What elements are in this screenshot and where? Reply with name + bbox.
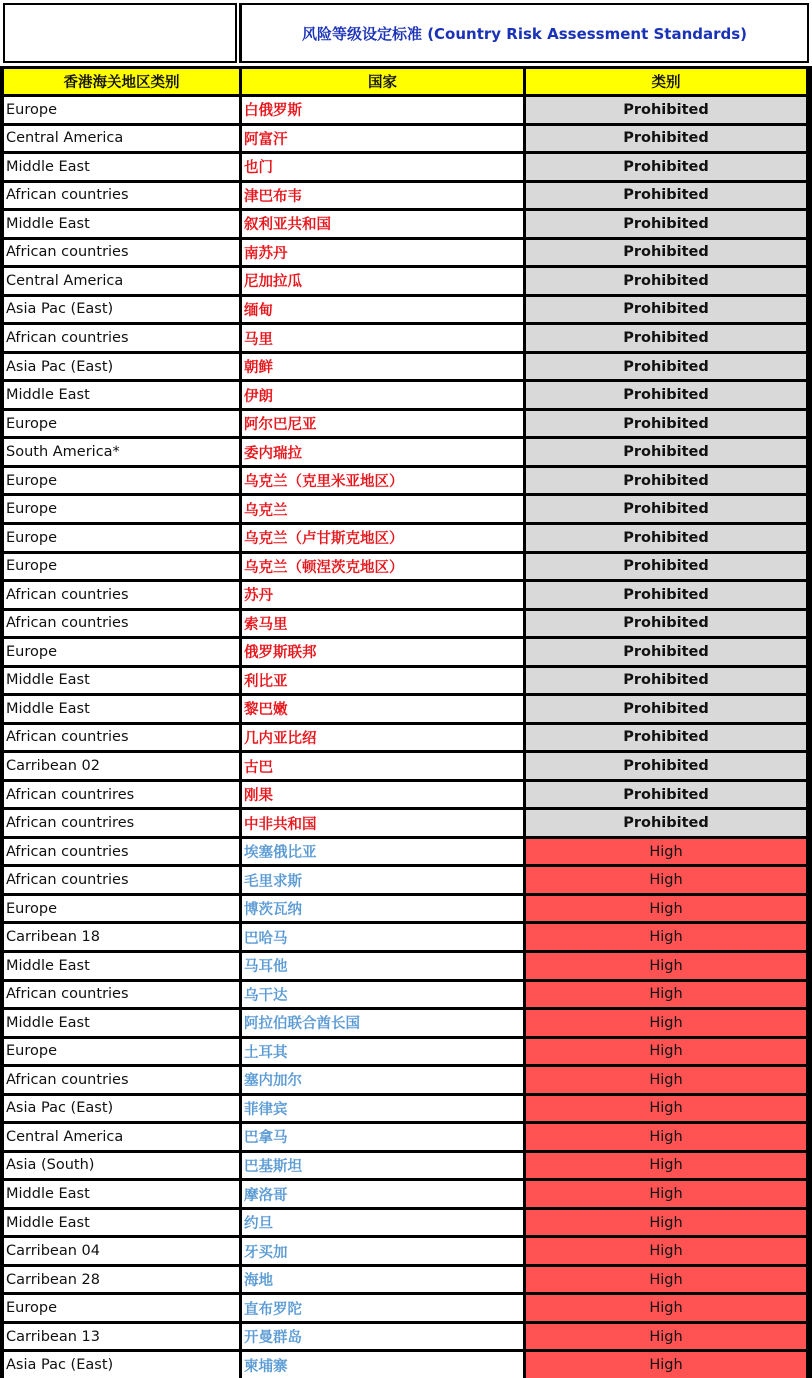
region-cell: Europe <box>4 525 239 551</box>
region-cell: African countrires <box>4 782 239 808</box>
country-cell: 乌克兰（卢甘斯克地区） <box>242 525 523 551</box>
country-cell: 巴哈马 <box>242 924 523 950</box>
table-row <box>0 1207 812 1236</box>
country-cell: 菲律宾 <box>242 1096 523 1122</box>
country-cell: 刚果 <box>242 782 523 808</box>
region-cell: Middle East <box>4 382 239 408</box>
category-cell: High <box>526 953 806 979</box>
header-region: 香港海关地区类别 <box>4 69 239 94</box>
category-cell: High <box>526 1010 806 1036</box>
country-cell: 几内亚比绍 <box>242 725 523 751</box>
category-cell: High <box>526 1352 806 1378</box>
country-cell: 委内瑞拉 <box>242 439 523 465</box>
country-cell: 伊朗 <box>242 382 523 408</box>
table-row <box>0 551 812 580</box>
category-cell: Prohibited <box>526 496 806 522</box>
category-cell: High <box>526 896 806 922</box>
category-cell: Prohibited <box>526 97 806 123</box>
country-cell: 叙利亚共和国 <box>242 211 523 237</box>
region-cell: Europe <box>4 97 239 123</box>
country-cell: 巴基斯坦 <box>242 1153 523 1179</box>
region-cell: Asia (South) <box>4 1153 239 1179</box>
table-row <box>0 465 812 494</box>
category-cell: Prohibited <box>526 297 806 323</box>
region-cell: African countries <box>4 183 239 209</box>
country-cell: 中非共和国 <box>242 810 523 836</box>
region-cell: African countries <box>4 611 239 637</box>
category-cell: Prohibited <box>526 268 806 294</box>
category-cell: Prohibited <box>526 325 806 351</box>
category-cell: High <box>526 1210 806 1236</box>
region-cell: Europe <box>4 1295 239 1321</box>
region-cell: Central America <box>4 1124 239 1150</box>
region-cell: African countries <box>4 982 239 1008</box>
category-cell: Prohibited <box>526 439 806 465</box>
table-row <box>0 665 812 694</box>
table-row <box>0 1150 812 1179</box>
region-cell: African countries <box>4 839 239 865</box>
region-cell: Middle East <box>4 953 239 979</box>
category-cell: Prohibited <box>526 154 806 180</box>
region-cell: South America* <box>4 439 239 465</box>
country-cell: 马耳他 <box>242 953 523 979</box>
category-cell: High <box>526 1039 806 1065</box>
category-cell: High <box>526 1096 806 1122</box>
region-cell: Carribean 02 <box>4 753 239 779</box>
table-row <box>0 322 812 351</box>
table-row <box>0 408 812 437</box>
region-cell: Carribean 28 <box>4 1267 239 1293</box>
country-cell: 阿富汗 <box>242 126 523 152</box>
region-cell: Middle East <box>4 696 239 722</box>
table-row <box>0 1235 812 1264</box>
country-cell: 乌克兰（顿涅茨克地区） <box>242 554 523 580</box>
title-row <box>0 0 812 66</box>
region-cell: African countrires <box>4 810 239 836</box>
table-row <box>0 1178 812 1207</box>
country-cell: 牙买加 <box>242 1238 523 1264</box>
country-cell: 埃塞俄比亚 <box>242 839 523 865</box>
region-cell: African countries <box>4 867 239 893</box>
region-cell: Central America <box>4 126 239 152</box>
category-cell: Prohibited <box>526 354 806 380</box>
region-cell: Middle East <box>4 211 239 237</box>
category-cell: Prohibited <box>526 240 806 266</box>
country-cell: 土耳其 <box>242 1039 523 1065</box>
category-cell: Prohibited <box>526 782 806 808</box>
category-cell: High <box>526 982 806 1008</box>
category-cell: Prohibited <box>526 525 806 551</box>
country-cell: 苏丹 <box>242 582 523 608</box>
region-cell: Middle East <box>4 1010 239 1036</box>
table-row <box>0 779 812 808</box>
category-cell: Prohibited <box>526 639 806 665</box>
region-cell: Carribean 18 <box>4 924 239 950</box>
table-row <box>0 807 812 836</box>
region-cell: Middle East <box>4 668 239 694</box>
category-cell: High <box>526 1181 806 1207</box>
region-cell: Europe <box>4 896 239 922</box>
country-cell: 阿拉伯联合酋长国 <box>242 1010 523 1036</box>
country-cell: 毛里求斯 <box>242 867 523 893</box>
table-row <box>0 979 812 1008</box>
category-cell: Prohibited <box>526 183 806 209</box>
header-row <box>0 66 812 94</box>
region-cell: Asia Pac (East) <box>4 297 239 323</box>
table-row <box>0 379 812 408</box>
country-cell: 巴拿马 <box>242 1124 523 1150</box>
table-row <box>0 208 812 237</box>
table-row <box>0 750 812 779</box>
country-cell: 古巴 <box>242 753 523 779</box>
table-row <box>0 436 812 465</box>
category-cell: Prohibited <box>526 468 806 494</box>
header-country: 国家 <box>242 69 523 94</box>
table-row <box>0 294 812 323</box>
table-row <box>0 94 812 123</box>
region-cell: Asia Pac (East) <box>4 1352 239 1378</box>
category-cell: High <box>526 1267 806 1293</box>
region-cell: Middle East <box>4 1181 239 1207</box>
region-cell: Europe <box>4 468 239 494</box>
category-cell: Prohibited <box>526 725 806 751</box>
title-left-blank-cell <box>3 3 237 63</box>
table-row <box>0 1349 812 1378</box>
table-row <box>0 522 812 551</box>
table-row <box>0 1007 812 1036</box>
region-cell: African countries <box>4 582 239 608</box>
risk-table <box>0 66 812 1378</box>
table-row <box>0 921 812 950</box>
country-cell: 南苏丹 <box>242 240 523 266</box>
country-cell: 海地 <box>242 1267 523 1293</box>
table-row <box>0 893 812 922</box>
country-cell: 津巴布韦 <box>242 183 523 209</box>
category-cell: High <box>526 867 806 893</box>
category-cell: High <box>526 924 806 950</box>
table-row <box>0 1121 812 1150</box>
table-row <box>0 1093 812 1122</box>
region-cell: African countries <box>4 325 239 351</box>
country-cell: 博茨瓦纳 <box>242 896 523 922</box>
header-category: 类别 <box>526 69 806 94</box>
table-row <box>0 950 812 979</box>
country-cell: 俄罗斯联邦 <box>242 639 523 665</box>
country-cell: 摩洛哥 <box>242 1181 523 1207</box>
table-row <box>0 1321 812 1350</box>
region-cell: Central America <box>4 268 239 294</box>
category-cell: Prohibited <box>526 411 806 437</box>
category-cell: High <box>526 1153 806 1179</box>
region-cell: Middle East <box>4 154 239 180</box>
country-cell: 马里 <box>242 325 523 351</box>
region-cell: Carribean 04 <box>4 1238 239 1264</box>
table-title: 风险等级设定标准 (Country Risk Assessment Standards) <box>239 3 809 63</box>
country-cell: 乌克兰（克里米亚地区） <box>242 468 523 494</box>
table-row <box>0 351 812 380</box>
region-cell: Europe <box>4 496 239 522</box>
table-row <box>0 608 812 637</box>
table-row <box>0 123 812 152</box>
table-row <box>0 1292 812 1321</box>
country-cell: 尼加拉瓜 <box>242 268 523 294</box>
country-cell: 柬埔寨 <box>242 1352 523 1378</box>
category-cell: Prohibited <box>526 696 806 722</box>
category-cell: Prohibited <box>526 753 806 779</box>
country-cell: 白俄罗斯 <box>242 97 523 123</box>
category-cell: Prohibited <box>526 668 806 694</box>
table-row <box>0 180 812 209</box>
table-row <box>0 636 812 665</box>
region-cell: Carribean 13 <box>4 1324 239 1350</box>
region-cell: Europe <box>4 639 239 665</box>
country-cell: 约旦 <box>242 1210 523 1236</box>
table-row <box>0 1264 812 1293</box>
country-cell: 也门 <box>242 154 523 180</box>
category-cell: High <box>526 1324 806 1350</box>
country-cell: 直布罗陀 <box>242 1295 523 1321</box>
category-cell: Prohibited <box>526 554 806 580</box>
table-row <box>0 836 812 865</box>
table-row <box>0 1036 812 1065</box>
country-cell: 开曼群岛 <box>242 1324 523 1350</box>
country-cell: 乌干达 <box>242 982 523 1008</box>
country-cell: 乌克兰 <box>242 496 523 522</box>
category-cell: Prohibited <box>526 810 806 836</box>
category-cell: High <box>526 1067 806 1093</box>
category-cell: High <box>526 1295 806 1321</box>
table-row <box>0 265 812 294</box>
table-row <box>0 579 812 608</box>
table-row <box>0 693 812 722</box>
region-cell: Europe <box>4 411 239 437</box>
table-row <box>0 151 812 180</box>
country-cell: 索马里 <box>242 611 523 637</box>
country-cell: 朝鲜 <box>242 354 523 380</box>
region-cell: African countries <box>4 240 239 266</box>
category-cell: Prohibited <box>526 582 806 608</box>
table-row <box>0 237 812 266</box>
category-cell: High <box>526 1124 806 1150</box>
table-row <box>0 722 812 751</box>
category-cell: Prohibited <box>526 211 806 237</box>
region-cell: African countries <box>4 725 239 751</box>
region-cell: Europe <box>4 554 239 580</box>
country-cell: 利比亚 <box>242 668 523 694</box>
category-cell: High <box>526 1238 806 1264</box>
country-cell: 塞内加尔 <box>242 1067 523 1093</box>
country-cell: 黎巴嫩 <box>242 696 523 722</box>
category-cell: High <box>526 839 806 865</box>
category-cell: Prohibited <box>526 611 806 637</box>
region-cell: Asia Pac (East) <box>4 354 239 380</box>
country-cell: 阿尔巴尼亚 <box>242 411 523 437</box>
table-row <box>0 1064 812 1093</box>
region-cell: African countries <box>4 1067 239 1093</box>
table-row <box>0 493 812 522</box>
region-cell: Middle East <box>4 1210 239 1236</box>
region-cell: Europe <box>4 1039 239 1065</box>
category-cell: Prohibited <box>526 382 806 408</box>
category-cell: Prohibited <box>526 126 806 152</box>
table-row <box>0 864 812 893</box>
country-cell: 缅甸 <box>242 297 523 323</box>
region-cell: Asia Pac (East) <box>4 1096 239 1122</box>
